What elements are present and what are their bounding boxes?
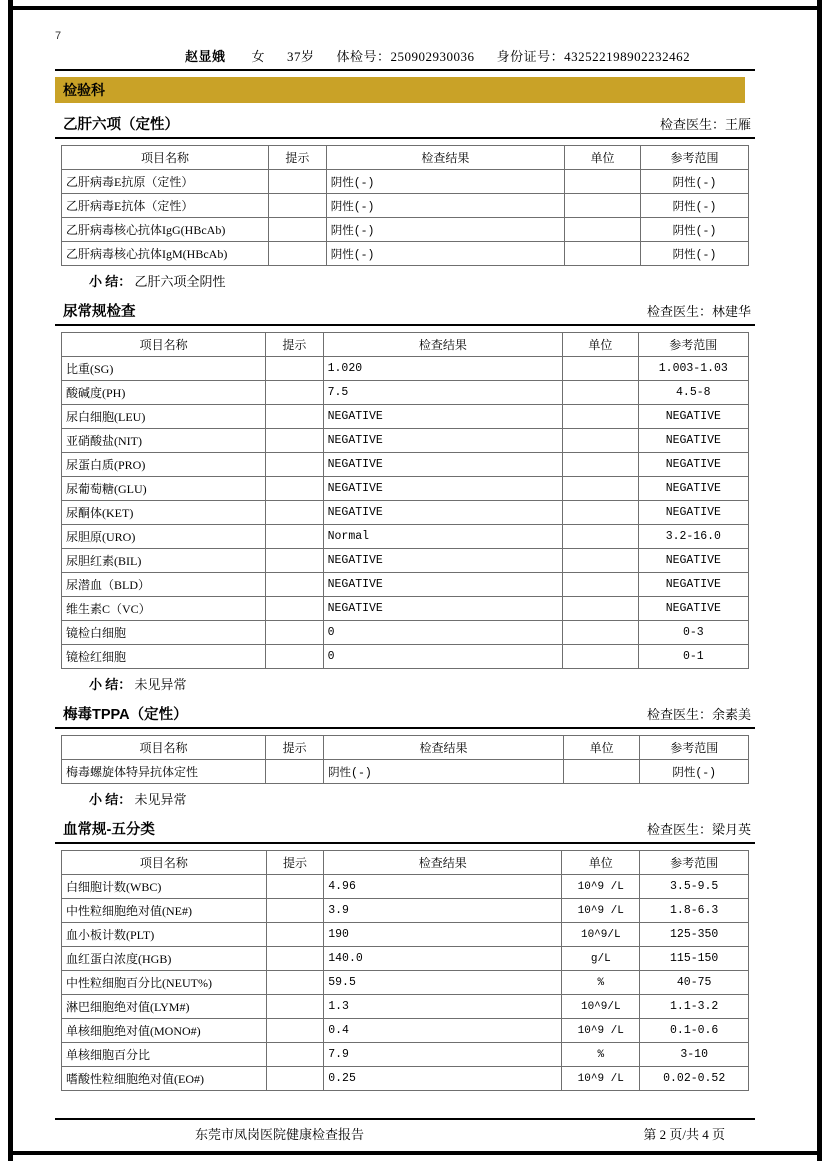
col-header-unit: 单位	[564, 146, 640, 170]
col-header-hint: 提示	[266, 736, 324, 760]
section-title: 乙肝六项（定性）	[63, 117, 179, 133]
cell-unit: 10^9 /L	[562, 1067, 640, 1091]
cell-unit: 10^9 /L	[562, 875, 640, 899]
cell-unit: 10^9/L	[562, 995, 640, 1019]
col-header-result: 检查结果	[324, 736, 564, 760]
table-header-row	[62, 146, 749, 170]
col-header-unit: 单位	[563, 736, 639, 760]
cell-hint	[269, 170, 327, 194]
page-border-left	[8, 0, 13, 1161]
section-hepatitis-b-six-items	[55, 113, 755, 290]
cell-unit	[563, 525, 639, 549]
cell-hint	[266, 1043, 323, 1067]
table-row	[62, 549, 749, 573]
cell-reference: NEGATIVE	[638, 549, 748, 573]
cell-name: 维生素C（VC）	[62, 597, 266, 621]
cell-result: NEGATIVE	[323, 597, 562, 621]
table-header-row	[62, 736, 749, 760]
cell-result: NEGATIVE	[323, 405, 562, 429]
cell-reference: 阴性(-)	[641, 194, 749, 218]
cell-unit	[563, 549, 639, 573]
table-row	[62, 1043, 749, 1067]
cell-result: NEGATIVE	[323, 501, 562, 525]
corner-page-number: 7	[55, 30, 62, 42]
table-row	[62, 995, 749, 1019]
col-header-result: 检查结果	[323, 333, 562, 357]
cell-name: 淋巴细胞绝对值(LYM#)	[62, 995, 267, 1019]
patient-sex: 女	[251, 49, 266, 64]
cell-hint	[266, 453, 323, 477]
patient-exam-number: 体检号：250902930036	[336, 49, 475, 64]
table-row	[62, 453, 749, 477]
section-blood-routine-five-part	[55, 818, 755, 1091]
cell-name: 比重(SG)	[62, 357, 266, 381]
results-table	[61, 145, 749, 266]
summary-text: 未见异常	[134, 677, 187, 692]
cell-hint	[266, 549, 323, 573]
cell-reference: 3.2-16.0	[638, 525, 748, 549]
cell-unit	[563, 453, 639, 477]
cell-hint	[266, 995, 323, 1019]
cell-hint	[266, 501, 323, 525]
col-header-name: 项目名称	[62, 851, 267, 875]
cell-hint	[266, 645, 323, 669]
cell-reference: NEGATIVE	[638, 597, 748, 621]
col-header-hint: 提示	[266, 333, 323, 357]
cell-reference: 125-350	[640, 923, 749, 947]
cell-result: 阴性(-)	[326, 170, 564, 194]
cell-unit	[564, 218, 640, 242]
cell-name: 乙肝病毒E抗原（定性）	[62, 170, 269, 194]
cell-name: 尿潜血（BLD）	[62, 573, 266, 597]
table-row	[62, 597, 749, 621]
col-header-reference: 参考范围	[641, 146, 749, 170]
cell-result: 1.3	[324, 995, 562, 1019]
cell-reference: 3-10	[640, 1043, 749, 1067]
cell-result: 3.9	[324, 899, 562, 923]
cell-reference: NEGATIVE	[638, 501, 748, 525]
table-row	[62, 645, 749, 669]
cell-hint	[266, 357, 323, 381]
cell-hint	[266, 947, 323, 971]
section-doctor: 检查医生：王雁	[659, 117, 751, 132]
cell-hint	[266, 597, 323, 621]
col-header-name: 项目名称	[62, 146, 269, 170]
cell-name: 尿葡萄糖(GLU)	[62, 477, 266, 501]
cell-unit	[563, 597, 639, 621]
section-urinalysis	[55, 300, 755, 693]
cell-hint	[266, 875, 323, 899]
table-header-row	[62, 333, 749, 357]
col-header-name: 项目名称	[62, 736, 266, 760]
cell-name: 尿白细胞(LEU)	[62, 405, 266, 429]
cell-name: 白细胞计数(WBC)	[62, 875, 267, 899]
section-summary	[89, 674, 755, 693]
cell-name: 梅毒螺旋体特异抗体定性	[62, 760, 266, 784]
cell-result: 59.5	[324, 971, 562, 995]
cell-reference: 阴性(-)	[641, 170, 749, 194]
section-header	[55, 300, 755, 326]
cell-result: NEGATIVE	[323, 573, 562, 597]
cell-reference: NEGATIVE	[638, 453, 748, 477]
table-row	[62, 429, 749, 453]
table-row	[62, 875, 749, 899]
table-row	[62, 357, 749, 381]
cell-hint	[266, 381, 323, 405]
section-doctor: 检查医生：余素美	[646, 707, 751, 722]
cell-result: 0	[323, 645, 562, 669]
cell-reference: NEGATIVE	[638, 573, 748, 597]
patient-name: 赵显娥	[185, 49, 226, 64]
section-title: 尿常规检查	[63, 304, 136, 320]
cell-reference: 阴性(-)	[641, 218, 749, 242]
cell-unit	[563, 645, 639, 669]
cell-hint	[266, 923, 323, 947]
footer-pagination: 第 2 页/共 4 页	[643, 1127, 725, 1142]
cell-name: 单核细胞绝对值(MONO#)	[62, 1019, 267, 1043]
col-header-name: 项目名称	[62, 333, 266, 357]
col-header-hint: 提示	[266, 851, 323, 875]
section-title: 梅毒TPPA（定性）	[63, 707, 188, 723]
col-header-reference: 参考范围	[640, 736, 749, 760]
cell-reference: NEGATIVE	[638, 405, 748, 429]
summary-text: 未见异常	[134, 792, 187, 807]
cell-reference: 0.02-0.52	[640, 1067, 749, 1091]
cell-result: 4.96	[324, 875, 562, 899]
cell-reference: 40-75	[640, 971, 749, 995]
section-summary	[89, 789, 755, 808]
cell-name: 镜检白细胞	[62, 621, 266, 645]
section-doctor: 检查医生：林建华	[646, 304, 751, 319]
section-header	[55, 703, 755, 729]
cell-unit: 10^9/L	[562, 923, 640, 947]
table-row	[62, 947, 749, 971]
table-row	[62, 1019, 749, 1043]
report-content	[55, 30, 755, 1091]
col-header-unit: 单位	[562, 851, 640, 875]
section-syphilis-tppa	[55, 703, 755, 808]
cell-name: 尿胆红素(BIL)	[62, 549, 266, 573]
cell-result: 7.9	[324, 1043, 562, 1067]
cell-reference: 0.1-0.6	[640, 1019, 749, 1043]
cell-name: 尿胆原(URO)	[62, 525, 266, 549]
table-row	[62, 405, 749, 429]
cell-name: 亚硝酸盐(NIT)	[62, 429, 266, 453]
cell-unit	[563, 429, 639, 453]
department-banner: 检验科	[55, 77, 745, 103]
cell-unit: g/L	[562, 947, 640, 971]
cell-reference: 0-1	[638, 645, 748, 669]
cell-unit	[563, 621, 639, 645]
cell-hint	[266, 1067, 323, 1091]
cell-name: 乙肝病毒E抗体（定性）	[62, 194, 269, 218]
col-header-result: 检查结果	[326, 146, 564, 170]
cell-hint	[269, 194, 327, 218]
results-table	[61, 850, 749, 1091]
col-header-result: 检查结果	[324, 851, 562, 875]
page-border-right	[817, 0, 822, 1161]
cell-result: NEGATIVE	[323, 453, 562, 477]
cell-name: 血红蛋白浓度(HGB)	[62, 947, 267, 971]
cell-reference: 1.1-3.2	[640, 995, 749, 1019]
cell-result: 140.0	[324, 947, 562, 971]
page-border-bottom	[8, 1151, 820, 1155]
col-header-hint: 提示	[269, 146, 327, 170]
table-row	[62, 501, 749, 525]
col-header-unit: 单位	[563, 333, 639, 357]
table-row	[62, 1067, 749, 1091]
cell-hint	[266, 477, 323, 501]
cell-unit	[563, 501, 639, 525]
cell-hint	[266, 1019, 323, 1043]
cell-name: 酸碱度(PH)	[62, 381, 266, 405]
cell-name: 血小板计数(PLT)	[62, 923, 267, 947]
cell-unit: 10^9 /L	[562, 899, 640, 923]
cell-unit	[564, 170, 640, 194]
cell-name: 嗜酸性粒细胞绝对值(EO#)	[62, 1067, 267, 1091]
table-row	[62, 170, 749, 194]
cell-unit	[564, 194, 640, 218]
cell-reference: NEGATIVE	[638, 429, 748, 453]
cell-result: 190	[324, 923, 562, 947]
patient-id-number: 身份证号：432522198902232462	[496, 49, 691, 64]
patient-age: 37岁	[287, 49, 315, 64]
cell-name: 乙肝病毒核心抗体IgG(HBcAb)	[62, 218, 269, 242]
section-summary	[89, 271, 755, 290]
results-table	[61, 332, 749, 669]
cell-hint	[266, 760, 324, 784]
cell-result: NEGATIVE	[323, 549, 562, 573]
cell-result: 阴性(-)	[326, 242, 564, 266]
summary-label: 小 结：	[89, 274, 132, 289]
table-row	[62, 760, 749, 784]
table-row	[62, 242, 749, 266]
col-header-reference: 参考范围	[638, 333, 748, 357]
cell-result: 阴性(-)	[326, 218, 564, 242]
table-row	[62, 971, 749, 995]
table-row	[62, 381, 749, 405]
cell-result: 阴性(-)	[326, 194, 564, 218]
cell-reference: 阴性(-)	[640, 760, 749, 784]
cell-result: 0	[323, 621, 562, 645]
cell-reference: 0-3	[638, 621, 748, 645]
cell-name: 中性粒细胞百分比(NEUT%)	[62, 971, 267, 995]
cell-unit: %	[562, 1043, 640, 1067]
cell-result: Normal	[323, 525, 562, 549]
col-header-reference: 参考范围	[640, 851, 749, 875]
section-title: 血常规-五分类	[63, 822, 155, 838]
cell-unit	[564, 242, 640, 266]
cell-reference: 1.003-1.03	[638, 357, 748, 381]
cell-hint	[266, 573, 323, 597]
cell-unit	[563, 405, 639, 429]
table-row	[62, 218, 749, 242]
cell-result: NEGATIVE	[323, 429, 562, 453]
cell-name: 乙肝病毒核心抗体IgM(HBcAb)	[62, 242, 269, 266]
cell-unit: %	[562, 971, 640, 995]
results-table	[61, 735, 749, 784]
patient-header	[55, 46, 755, 71]
table-row	[62, 477, 749, 501]
cell-unit	[563, 760, 639, 784]
cell-result: 1.020	[323, 357, 562, 381]
cell-name: 尿酮体(KET)	[62, 501, 266, 525]
cell-result: NEGATIVE	[323, 477, 562, 501]
cell-hint	[269, 218, 327, 242]
cell-reference: 1.8-6.3	[640, 899, 749, 923]
table-row	[62, 525, 749, 549]
cell-name: 镜检红细胞	[62, 645, 266, 669]
table-row	[62, 899, 749, 923]
footer-title: 东莞市凤岗医院健康检查报告	[195, 1127, 365, 1142]
cell-hint	[266, 405, 323, 429]
cell-unit	[563, 357, 639, 381]
cell-name: 中性粒细胞绝对值(NE#)	[62, 899, 267, 923]
cell-result: 0.4	[324, 1019, 562, 1043]
cell-reference: 阴性(-)	[641, 242, 749, 266]
cell-hint	[266, 971, 323, 995]
summary-text: 乙肝六项全阴性	[134, 274, 226, 289]
cell-hint	[266, 899, 323, 923]
cell-result: 7.5	[323, 381, 562, 405]
table-header-row	[62, 851, 749, 875]
table-row	[62, 573, 749, 597]
cell-unit	[563, 381, 639, 405]
cell-hint	[269, 242, 327, 266]
cell-reference: 3.5-9.5	[640, 875, 749, 899]
cell-name: 尿蛋白质(PRO)	[62, 453, 266, 477]
table-row	[62, 923, 749, 947]
cell-unit	[563, 573, 639, 597]
cell-result: 0.25	[324, 1067, 562, 1091]
summary-label: 小 结：	[89, 677, 132, 692]
cell-name: 单核细胞百分比	[62, 1043, 267, 1067]
table-row	[62, 194, 749, 218]
cell-hint	[266, 525, 323, 549]
cell-reference: 4.5-8	[638, 381, 748, 405]
cell-result: 阴性(-)	[324, 760, 564, 784]
table-row	[62, 621, 749, 645]
summary-label: 小 结：	[89, 792, 132, 807]
cell-unit	[563, 477, 639, 501]
cell-hint	[266, 621, 323, 645]
cell-reference: 115-150	[640, 947, 749, 971]
section-header	[55, 818, 755, 844]
cell-hint	[266, 429, 323, 453]
cell-reference: NEGATIVE	[638, 477, 748, 501]
section-header	[55, 113, 755, 139]
page-border-top	[8, 6, 820, 10]
section-doctor: 检查医生：梁月英	[646, 822, 751, 837]
page-footer	[55, 1118, 755, 1143]
cell-unit: 10^9 /L	[562, 1019, 640, 1043]
